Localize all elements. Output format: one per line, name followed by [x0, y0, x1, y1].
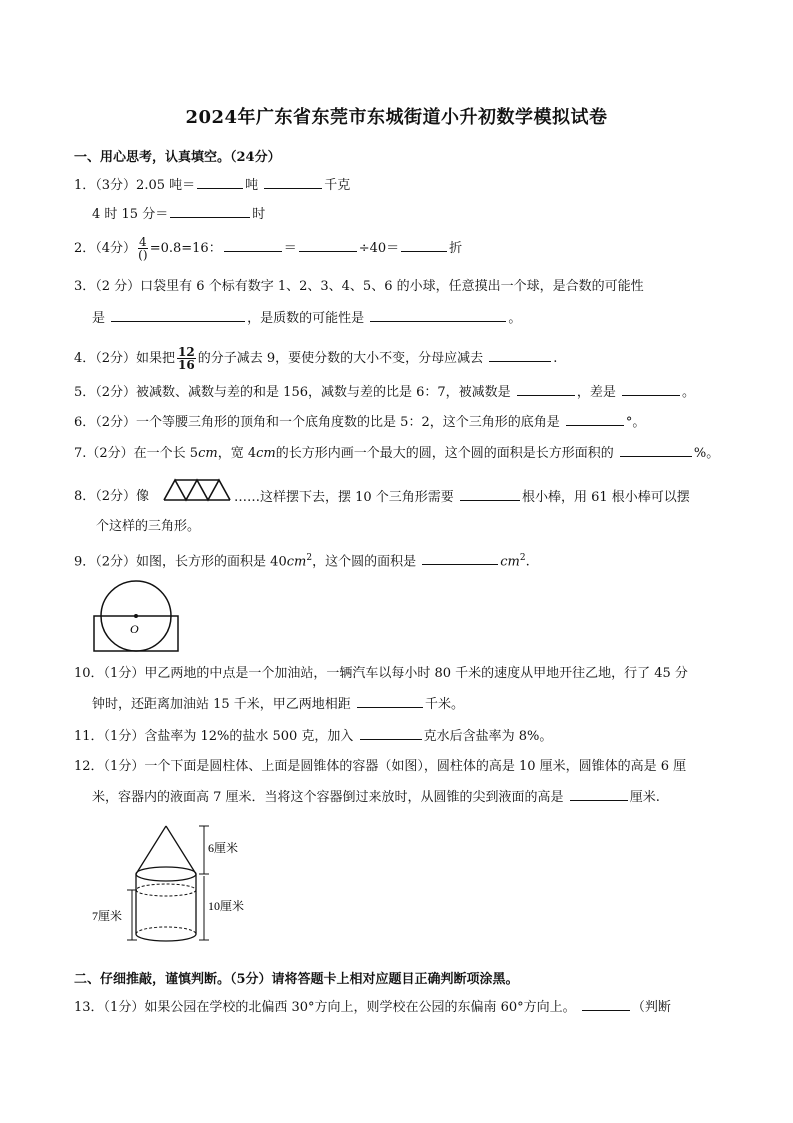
q8-text-b: ……这样摆下去，摆 10 个三角形需要 [234, 490, 454, 505]
q2-fraction [138, 236, 148, 261]
q2-fraction-numerator: 4 [139, 235, 147, 249]
q4-text-a: 4．（2分）如果把 [74, 351, 176, 366]
q2-fraction-denominator: () [138, 248, 148, 262]
cone-cylinder-figure [90, 818, 250, 950]
question-8-continued [234, 488, 690, 507]
q3-text-a: 3．（2 分）口袋里有 6 个标有数字 1、2、3、4、5、6 的小球，任意摸出一个球，是合数的可能性 [74, 279, 644, 294]
q4-fraction-denominator: 16 [178, 358, 195, 372]
q10-blank-1[interactable] [357, 695, 423, 708]
q2-text-d: ÷40＝ [358, 241, 400, 256]
q10-text-a: 10．（1分）甲乙两地的中点是一个加油站，一辆汽车以每小时 80 千米的速度从甲地开往乙地，行了 45 分 [74, 666, 688, 681]
q5-blank-1[interactable] [517, 383, 575, 396]
q12-text-b: 米，容器内的液面高 7 厘米．当将这个容器倒过来放时，从圆锥的尖到液面的高是 [92, 790, 564, 805]
cone-height-label: 6厘米 [208, 841, 239, 855]
question-2 [74, 236, 462, 261]
liquid-height-label: 7厘米 [92, 909, 123, 923]
q1-text-b: 吨 [245, 178, 259, 193]
q11-text-a: 11．（1分）含盐率为 12%的盐水 500 克，加入 [74, 729, 354, 744]
q9-unit-answer-sup: 2 [519, 553, 526, 563]
question-8 [74, 488, 149, 506]
q13-blank-1[interactable] [582, 998, 630, 1011]
question-6 [74, 413, 645, 432]
q2-text-c: ＝ [283, 241, 297, 256]
q7-text-a: 7.（2分）在一个长 5 [74, 446, 199, 461]
question-12 [74, 758, 686, 776]
q10-text-b: 钟时，还距离加油站 15 千米，甲乙两地相距 [92, 697, 351, 712]
q6-blank-1[interactable] [566, 413, 624, 426]
q1-blank-3[interactable] [170, 205, 250, 218]
question-10-part-2 [92, 695, 464, 714]
q2-blank-1[interactable] [224, 239, 282, 252]
q2-blank-2[interactable] [299, 239, 357, 252]
q2-text-b: =0.8=16： [149, 241, 222, 256]
q8-text-a: 8．（2分）像 [74, 489, 150, 504]
q11-text-b: 克水后含盐率为 8%。 [423, 729, 553, 744]
triangle-sticks-figure [162, 478, 234, 502]
q2-text-a: 2．（4分） [74, 241, 137, 256]
question-11 [74, 727, 552, 746]
q2-blank-3[interactable] [401, 239, 447, 252]
circle-rectangle-figure [90, 578, 182, 654]
q5-text-c: 。 [681, 385, 695, 400]
q10-text-c: 千米。 [424, 697, 464, 712]
section-heading-true-false: 二、仔细推敲，谨慎判断。（5分）请将答题卡上相对应题目正确判断项涂黑。 [74, 972, 519, 987]
question-5 [74, 383, 695, 402]
triangle-zigzag [164, 480, 230, 500]
q1-text-d: 4 时 15 分＝ [92, 207, 169, 222]
cylinder-height-label: 10厘米 [208, 899, 245, 913]
question-3-part-2 [92, 309, 521, 328]
q1-blank-1[interactable] [197, 176, 243, 189]
q11-blank-1[interactable] [360, 727, 422, 740]
q12-text-a: 12．（1分）一个下面是圆柱体、上面是圆锥体的容器（如图），圆柱体的高是 10 厘米，圆锥体的高是 6 厘 [74, 759, 687, 774]
q8-blank-1[interactable] [460, 488, 520, 501]
cylinder-bottom-arc [136, 934, 196, 941]
q2-text-e: 折 [449, 241, 463, 256]
q1-text-e: 时 [252, 207, 266, 222]
page-title: 2024年广东省东莞市东城街道小升初数学模拟试卷 [185, 107, 608, 128]
question-9 [74, 549, 530, 571]
cylinder-top-ellipse [136, 867, 196, 881]
circle-center-label: O [130, 622, 139, 636]
q9-text-a: 9．（2分）如图，长方形的面积是 40 [74, 554, 287, 570]
q3-text-c: ，是质数的可能性是 [247, 311, 365, 326]
q8-text-d: 个这样的三角形。 [96, 519, 201, 534]
section-heading-fill-in: 一、用心思考，认真填空。（24分） [74, 150, 281, 165]
q13-text-a: 13．（1分）如果公园在学校的北偏西 30°方向上，则学校在公园的东偏南 60°方向上。 [74, 1000, 576, 1015]
q1-text-c: 千克 [324, 178, 351, 193]
q3-blank-1[interactable] [111, 309, 245, 322]
liquid-surface-ellipse [136, 884, 196, 896]
q4-blank-1[interactable] [489, 349, 551, 362]
question-12-part-2 [92, 788, 660, 807]
q1-text-a: 1．（3分）2.05 吨＝ [74, 178, 196, 193]
q1-blank-2[interactable] [264, 176, 322, 189]
question-1 [74, 176, 350, 195]
q7-unit-1: cm [198, 446, 218, 461]
q6-text-b: °。 [625, 415, 646, 430]
q5-blank-2[interactable] [622, 383, 680, 396]
q9-text-d: . [525, 554, 530, 570]
q3-text-b: 是 [92, 311, 106, 326]
question-10 [74, 665, 688, 683]
q7-unit-2: cm [256, 446, 276, 461]
q9-blank-1[interactable] [422, 552, 498, 565]
q4-fraction-numerator: 12 [178, 345, 195, 359]
question-7 [74, 444, 719, 463]
q5-text-a: 5．（2分）被减数、减数与差的和是 156，减数与差的比是 6：7，被减数是 [74, 385, 511, 400]
q9-unit-sup: 2 [306, 553, 313, 563]
q4-fraction [177, 346, 196, 371]
cylinder-bottom-hidden-arc [136, 927, 196, 934]
q12-blank-1[interactable] [570, 788, 628, 801]
circle-center-dot [134, 614, 138, 618]
question-8-part-2 [92, 518, 200, 536]
q9-unit: cm [286, 554, 307, 570]
q6-text-a: 6．（2分）一个等腰三角形的顶角和一个底角度数的比是 5：2，这个三角形的底角是 [74, 415, 560, 430]
q5-text-b: ，差是 [576, 385, 616, 400]
q7-text-b: ，宽 4 [217, 446, 257, 461]
question-3 [74, 278, 644, 296]
q4-text-b: 的分子减去 9，要使分数的大小不变，分母应减去 [197, 351, 484, 366]
question-1-part-2 [92, 205, 265, 224]
q7-blank-1[interactable] [620, 444, 692, 457]
q9-unit-answer: cm [500, 554, 520, 570]
q3-text-d: 。 [508, 311, 522, 326]
q8-text-c: 根小棒，用 61 根小棒可以摆 [521, 490, 690, 505]
q7-text-c: 的长方形内画一个最大的圆，这个圆的面积是长方形面积的 [275, 446, 614, 461]
q3-blank-2[interactable] [370, 309, 506, 322]
question-13 [74, 998, 671, 1017]
question-4 [74, 346, 557, 371]
q13-text-b: （判断 [631, 1000, 671, 1015]
q9-text-b: ，这个圆的面积是 [312, 554, 417, 570]
q7-text-d: %。 [693, 446, 720, 461]
q12-text-c: 厘米. [629, 790, 660, 805]
q4-text-c: . [553, 351, 558, 366]
